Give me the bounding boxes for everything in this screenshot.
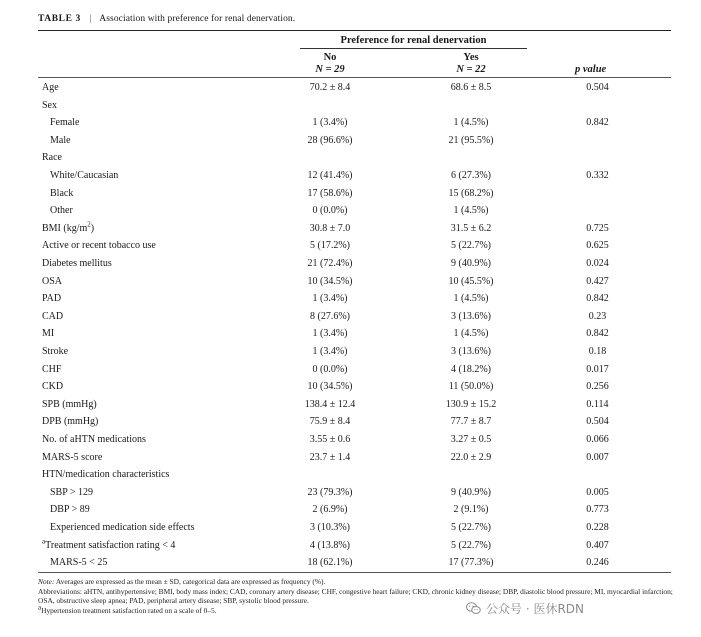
cell-yes: 130.9 ± 15.2 [445,398,497,410]
cell-p-value: 0.007 [586,451,609,463]
cell-p-value: 0.725 [586,222,609,234]
cell-no: 18 (62.1%) [307,557,353,569]
table-row [0,431,701,448]
table-row [0,220,701,237]
cell-no: 28 (96.6%) [307,134,353,146]
row-label [50,519,194,536]
row-label-text: SPB (mmHg) [42,398,97,410]
row-label [50,167,118,184]
cell-yes: 2 (9.1%) [453,504,489,516]
column-header-no [280,52,380,76]
table-row [0,167,701,184]
footnote-mark: a [38,603,42,612]
cell-p-value: 0.005 [586,486,609,498]
row-label [50,501,90,518]
cell-yes: 22.0 ± 2.9 [450,451,492,463]
row-label-text: HTN/medication characteristics [42,469,170,481]
row-label-text: Female [50,117,80,129]
bottom-rule [38,572,671,573]
cell-yes: 1 (4.5%) [453,205,489,217]
cell-yes: 10 (45.5%) [448,275,494,287]
table-row [0,449,701,466]
cell-p-value: 0.625 [586,240,609,252]
cell-no: 10 (34.5%) [307,275,353,287]
cell-p-value: 0.017 [586,363,609,375]
table-row [0,519,701,536]
cell-p-value: 0.842 [586,328,609,340]
cell-yes: 5 (22.7%) [451,522,491,533]
row-label [50,202,73,219]
cell-no: 30.8 ± 7.0 [309,222,351,234]
row-label [42,149,62,166]
cell-p-value: 0.18 [588,346,607,357]
cell-p-value: 0.842 [586,293,609,305]
table-row [0,325,701,342]
cell-yes: 1 (4.5%) [453,293,489,305]
cell-yes: 3 (13.6%) [451,346,491,357]
row-label-text: MI [42,328,55,340]
row-label-text: White/Caucasian [50,170,119,181]
table-row [0,273,701,290]
cell-yes: 3.27 ± 0.5 [450,434,492,445]
cell-no: 17 (58.6%) [307,187,353,199]
table-row [0,396,701,413]
row-label-text: BMI (kg/m [42,222,88,234]
row-label [42,220,94,237]
cell-p-value: 0.332 [586,170,609,181]
cell-p-value: 0.23 [588,310,607,322]
header-rule [38,77,671,78]
table-row [0,378,701,395]
row-label [50,185,73,202]
table-row [0,255,701,272]
cell-yes: 6 (27.3%) [451,170,491,181]
row-label-text: Race [42,152,62,164]
row-label [42,97,57,114]
column-header-yes [421,52,521,76]
table-row [0,413,701,430]
table-row [0,484,701,501]
cell-no: 1 (3.4%) [312,293,348,305]
cell-no: 75.9 ± 8.4 [309,416,351,428]
row-label-text: Black [50,187,74,199]
cell-p-value: 0.228 [586,522,609,533]
cell-no: 3 (10.3%) [310,522,350,533]
cell-yes: 4 (18.2%) [451,363,491,375]
note-line [38,577,678,587]
table-number: TABLE 3 [38,14,81,24]
cell-no: 23.7 ± 1.4 [309,451,351,463]
cell-no: 5 (17.2%) [310,240,350,252]
watermark-text: 公众号 · 医休RDN [486,602,584,616]
cell-p-value: 0.773 [586,504,609,516]
cell-yes: 17 (77.3%) [448,557,494,569]
cell-p-value: 0.427 [586,275,609,287]
row-label-text: MARS-5 score [42,451,103,463]
column-yes-label: Yes [463,52,479,63]
row-label [50,554,107,571]
cell-no: 8 (27.6%) [310,310,350,322]
row-label-text: Age [42,82,59,93]
cell-yes: 31.5 ± 6.2 [450,222,492,234]
cell-yes: 3 (13.6%) [451,310,491,322]
row-label-text: Other [50,205,73,217]
row-label-text: DBP > 89 [50,504,90,516]
cell-no: 10 (34.5%) [307,381,353,393]
cell-p-value: 0.504 [586,82,609,93]
table-row [0,114,701,131]
row-label-text: CHF [42,363,62,375]
note-label: Note: [38,577,55,586]
cell-yes: 15 (68.2%) [448,187,494,199]
row-label-text: Sex [42,99,57,111]
row-label-text: CAD [42,310,64,322]
table-row [0,361,701,378]
table-title: Association with preference for renal denervation. [99,14,296,24]
cell-yes: 5 (22.7%) [451,539,491,551]
cell-no: 1 (3.4%) [312,328,348,340]
table-row [0,343,701,360]
row-label [42,237,156,254]
row-label [42,273,62,290]
table-row [0,237,701,254]
table-row [0,132,701,149]
cell-p-value: 0.256 [586,381,609,393]
row-label-sup: 2 [87,220,91,229]
row-label [50,132,71,149]
cell-p-value: 0.114 [586,398,609,410]
cell-no: 23 (79.3%) [307,486,353,498]
watermark [466,600,584,617]
row-label-text: SBP > 129 [50,486,94,498]
column-header-p-value [575,64,606,75]
cell-no: 0 (0.0%) [312,363,348,375]
row-label-text: OSA [42,275,63,287]
row-label-prefix-sup: a [42,537,46,546]
cell-no: 1 (3.4%) [312,346,348,357]
cell-no: 2 (6.9%) [312,504,348,516]
cell-yes: 9 (40.9%) [451,486,491,498]
row-label-text: Male [50,134,71,146]
cell-no: 0 (0.0%) [312,205,348,217]
row-label [42,378,63,395]
column-group-underline [300,48,527,49]
cell-p-value: 0.024 [586,258,609,269]
cell-yes: 77.7 ± 8.7 [450,416,492,428]
cell-p-value: 0.246 [586,557,609,569]
abbreviations-line: Abbreviations: aHTN, antihypertensive; BMI, body mass index; CAD, coronary artery disease; CHF, congestive heart failure; CKD, chronic kidney disease; DBP, diastolic blood pressure; MI, myocardial infarction; OSA, obstructive sleep apnea; PAD, peripheral artery disease; SBP, systolic blood pressure. [38,586,673,606]
column-group-header: Preference for renal denervation [340,35,487,46]
cell-no: 3.55 ± 0.6 [309,434,351,445]
column-yes-n: N = 22 [456,64,486,75]
table-row [0,290,701,307]
row-label [42,255,112,272]
cell-yes: 1 (4.5%) [453,117,489,129]
row-label [42,79,59,96]
row-label-text: Diabetes mellitus [42,258,112,269]
row-label-text: PAD [42,293,62,305]
row-label [42,343,68,360]
top-rule [38,30,671,31]
row-label [42,413,98,430]
table-row [0,554,701,571]
column-no-n: N = 29 [315,64,345,75]
row-label-text: Treatment satisfaction rating < 4 [45,539,176,551]
row-label [42,466,169,483]
cell-yes: 21 (95.5%) [448,134,494,146]
row-label [42,449,102,466]
row-label [42,308,63,325]
row-label-text: Active or recent tobacco use [42,240,156,252]
row-label-text: No. of aHTN medications [42,434,146,445]
cell-no: 21 (72.4%) [307,258,353,269]
cell-yes: 11 (50.0%) [448,381,494,393]
cell-p-value: 0.504 [586,416,609,428]
row-label-text: Stroke [42,346,69,357]
row-label-text: Experienced medication side effects [50,522,195,533]
row-label [42,396,97,413]
table-row [0,185,701,202]
cell-p-value: 0.066 [586,434,609,445]
cell-yes: 68.6 ± 8.5 [450,82,492,93]
row-label [42,361,61,378]
cell-yes: 9 (40.9%) [451,258,491,269]
row-label-suffix: ) [90,222,95,234]
caption-separator: | [89,14,92,24]
table-row [0,308,701,325]
table-row [0,466,701,483]
table-row [0,202,701,219]
cell-no: 138.4 ± 12.4 [304,398,356,410]
table-row [0,97,701,114]
note-text: Averages are expressed as the mean ± SD, categorical data are expressed as frequency (%). [54,577,326,586]
row-label [42,537,175,554]
p-value-label: p value [575,64,607,75]
cell-yes: 5 (22.7%) [451,240,491,252]
table-caption [38,14,295,24]
cell-p-value: 0.407 [586,539,609,551]
table-row [0,79,701,96]
row-label [42,325,54,342]
cell-yes: 1 (4.5%) [453,328,489,340]
footnote-text: Hypertension treatment satisfaction rated on a scale of 0–5. [41,605,217,615]
cell-no: 70.2 ± 8.4 [309,82,351,93]
table-row [0,149,701,166]
cell-p-value: 0.842 [586,117,609,129]
cell-no: 12 (41.4%) [307,170,353,181]
row-label [42,431,146,448]
row-label-text: MARS-5 < 25 [50,557,108,569]
cell-no: 1 (3.4%) [312,117,348,129]
row-label-text: CKD [42,381,64,393]
wechat-icon [466,602,481,615]
cell-no: 4 (13.8%) [310,539,350,551]
row-label-text: DPB (mmHg) [42,416,99,428]
table-row [0,501,701,518]
row-label [50,484,93,501]
row-label [50,114,79,131]
table-row [0,537,701,554]
row-label [42,290,61,307]
column-no-label: No [323,52,337,63]
